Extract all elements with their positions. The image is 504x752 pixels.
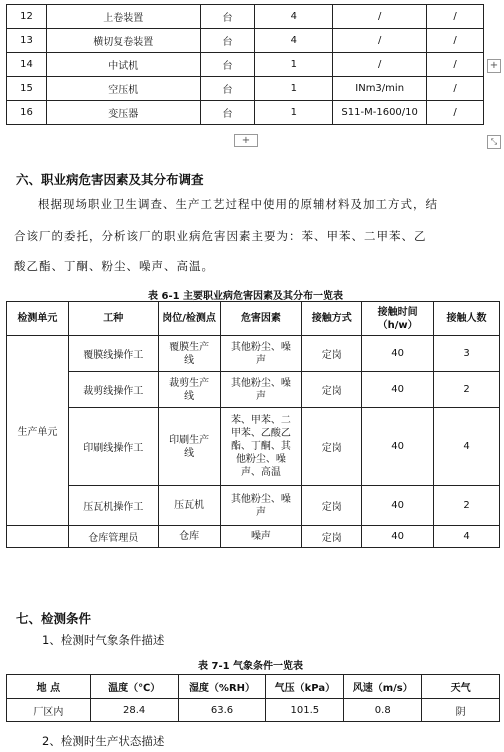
hazard-contact-cell: 定岗: [302, 372, 362, 408]
weather-table: [6, 674, 500, 722]
equipment-unit-cell: 台: [200, 101, 255, 125]
weather-value-cell: 厂区内: [7, 699, 91, 722]
weather-header-cell: 地 点: [7, 675, 91, 699]
section7-sub2: 2、检测时生产状态描述: [42, 734, 165, 748]
hazard-contact-cell: 定岗: [302, 486, 362, 526]
hazard-work-cell: 覆膜线操作工: [68, 336, 158, 372]
table-row: [7, 372, 500, 408]
hazard-post-cell: 压瓦机: [158, 486, 220, 526]
equipment-note-cell: /: [427, 29, 484, 53]
equipment-unit-cell: 台: [200, 77, 255, 101]
weather-header-cell: 湿度（%RH）: [178, 675, 266, 699]
hazard-hazard-cell: 苯、甲苯、二甲苯、乙酸乙酯、丁酮、其他粉尘、噪声、高温: [220, 408, 302, 486]
header-work: 工种: [68, 302, 158, 336]
hazard-hazard-cell: 噪声: [220, 526, 302, 548]
hazard-post-cell: 覆膜生产线: [158, 336, 220, 372]
weather-header-cell: 天气: [422, 675, 500, 699]
hazard-work-cell: 印刷线操作工: [68, 408, 158, 486]
hazard-hazard-cell: 其他粉尘、噪声: [220, 336, 302, 372]
equipment-no-cell: 16: [7, 101, 47, 125]
equipment-name-cell: 变压器: [46, 101, 200, 125]
weather-value-cell: 阴: [422, 699, 500, 722]
hazard-table-body: [7, 336, 500, 548]
empty-unit-cell: [7, 526, 69, 548]
equipment-no-cell: 15: [7, 77, 47, 101]
table7-1-caption: 表 7-1 气象条件一览表: [198, 661, 304, 672]
weather-table-header: [7, 675, 500, 699]
equipment-name-cell: 空压机: [46, 77, 200, 101]
section6-heading: 六、职业病危害因素及其分布调查: [16, 172, 204, 187]
section6-paragraph-line2: 合该厂的委托，分析该厂的职业病危害因素主要为：苯、甲苯、二甲苯、乙: [14, 229, 427, 243]
hazard-people-cell: 2: [434, 372, 500, 408]
equipment-spec-cell: INm3/min: [333, 77, 427, 101]
weather-value-cell: 63.6: [178, 699, 266, 722]
hazard-hazard-cell: 其他粉尘、噪声: [220, 486, 302, 526]
table-row: [7, 29, 484, 53]
equipment-qty-cell: 4: [255, 5, 333, 29]
weather-value-cell: 101.5: [266, 699, 344, 722]
hazard-time-cell: 40: [362, 372, 434, 408]
header-post: 岗位/检测点: [158, 302, 220, 336]
hazard-work-cell: 仓库管理员: [68, 526, 158, 548]
hazard-people-cell: 4: [434, 526, 500, 548]
hazard-contact-cell: 定岗: [302, 408, 362, 486]
equipment-spec-cell: S11-M-1600/10: [333, 101, 427, 125]
hazard-contact-cell: 定岗: [302, 526, 362, 548]
header-unit: 检测单元: [7, 302, 69, 336]
weather-value-cell: 28.4: [90, 699, 178, 722]
table-row: [7, 408, 500, 486]
equipment-note-cell: /: [427, 53, 484, 77]
hazard-post-cell: 仓库: [158, 526, 220, 548]
hazard-hazard-cell: 其他粉尘、噪声: [220, 372, 302, 408]
header-people: 接触人数: [434, 302, 500, 336]
equipment-spec-cell: /: [333, 53, 427, 77]
resize-handle-icon: ⤡: [490, 137, 498, 146]
hazard-work-cell: 裁剪线操作工: [68, 372, 158, 408]
table-row: [7, 486, 500, 526]
equipment-table: [6, 4, 484, 125]
equipment-unit-cell: 台: [200, 5, 255, 29]
weather-value-cell: 0.8: [344, 699, 422, 722]
group-label-cell: 生产单元: [7, 336, 69, 526]
equipment-qty-cell: 1: [255, 101, 333, 125]
hazard-time-cell: 40: [362, 486, 434, 526]
equipment-table-body: [7, 5, 484, 125]
table-row: [7, 336, 500, 372]
table6-1-caption: 表 6-1 主要职业病危害因素及其分布一览表: [148, 291, 344, 302]
hazard-time-cell: 40: [362, 526, 434, 548]
add-row-button[interactable]: [234, 134, 258, 147]
hazard-distribution-table: [6, 301, 500, 548]
hazard-people-cell: 4: [434, 408, 500, 486]
equipment-qty-cell: 1: [255, 77, 333, 101]
header-time: 接触时间（h/w）: [362, 302, 434, 336]
section6-paragraph-line1: 根据现场职业卫生调查、生产工艺过程中使用的原辅材料及加工方式，结: [38, 197, 438, 211]
table-row: [7, 5, 484, 29]
equipment-spec-cell: /: [333, 5, 427, 29]
table-row: [7, 526, 500, 548]
equipment-qty-cell: 1: [255, 53, 333, 77]
header-contact: 接触方式: [302, 302, 362, 336]
hazard-work-cell: 压瓦机操作工: [68, 486, 158, 526]
equipment-no-cell: 14: [7, 53, 47, 77]
equipment-unit-cell: 台: [200, 53, 255, 77]
weather-table-row: [7, 699, 500, 722]
hazard-contact-cell: 定岗: [302, 336, 362, 372]
plus-icon: +: [241, 135, 251, 146]
table-resize-handle[interactable]: [487, 135, 501, 149]
equipment-spec-cell: /: [333, 29, 427, 53]
weather-header-cell: 气压（kPa）: [266, 675, 344, 699]
hazard-post-cell: 裁剪生产线: [158, 372, 220, 408]
equipment-no-cell: 13: [7, 29, 47, 53]
hazard-people-cell: 2: [434, 486, 500, 526]
add-column-button[interactable]: [487, 59, 501, 73]
table-row: [7, 101, 484, 125]
weather-header-cell: 风速（m/s）: [344, 675, 422, 699]
equipment-qty-cell: 4: [255, 29, 333, 53]
hazard-time-cell: 40: [362, 336, 434, 372]
weather-header-cell: 温度（℃）: [90, 675, 178, 699]
section7-sub1: 1、检测时气象条件描述: [42, 633, 165, 647]
hazard-time-cell: 40: [362, 408, 434, 486]
equipment-unit-cell: 台: [200, 29, 255, 53]
hazard-people-cell: 3: [434, 336, 500, 372]
equipment-note-cell: /: [427, 77, 484, 101]
table-row: [7, 77, 484, 101]
equipment-note-cell: /: [427, 101, 484, 125]
section7-heading: 七、检测条件: [16, 611, 92, 626]
equipment-name-cell: 上卷装置: [46, 5, 200, 29]
plus-icon: +: [489, 60, 499, 71]
equipment-note-cell: /: [427, 5, 484, 29]
table-row: [7, 53, 484, 77]
equipment-name-cell: 中试机: [46, 53, 200, 77]
equipment-no-cell: 12: [7, 5, 47, 29]
header-hazard: 危害因素: [220, 302, 302, 336]
section6-paragraph-line3: 酸乙酯、丁酮、粉尘、噪声、高温。: [14, 259, 214, 273]
equipment-name-cell: 横切复卷装置: [46, 29, 200, 53]
hazard-post-cell: 印刷生产线: [158, 408, 220, 486]
